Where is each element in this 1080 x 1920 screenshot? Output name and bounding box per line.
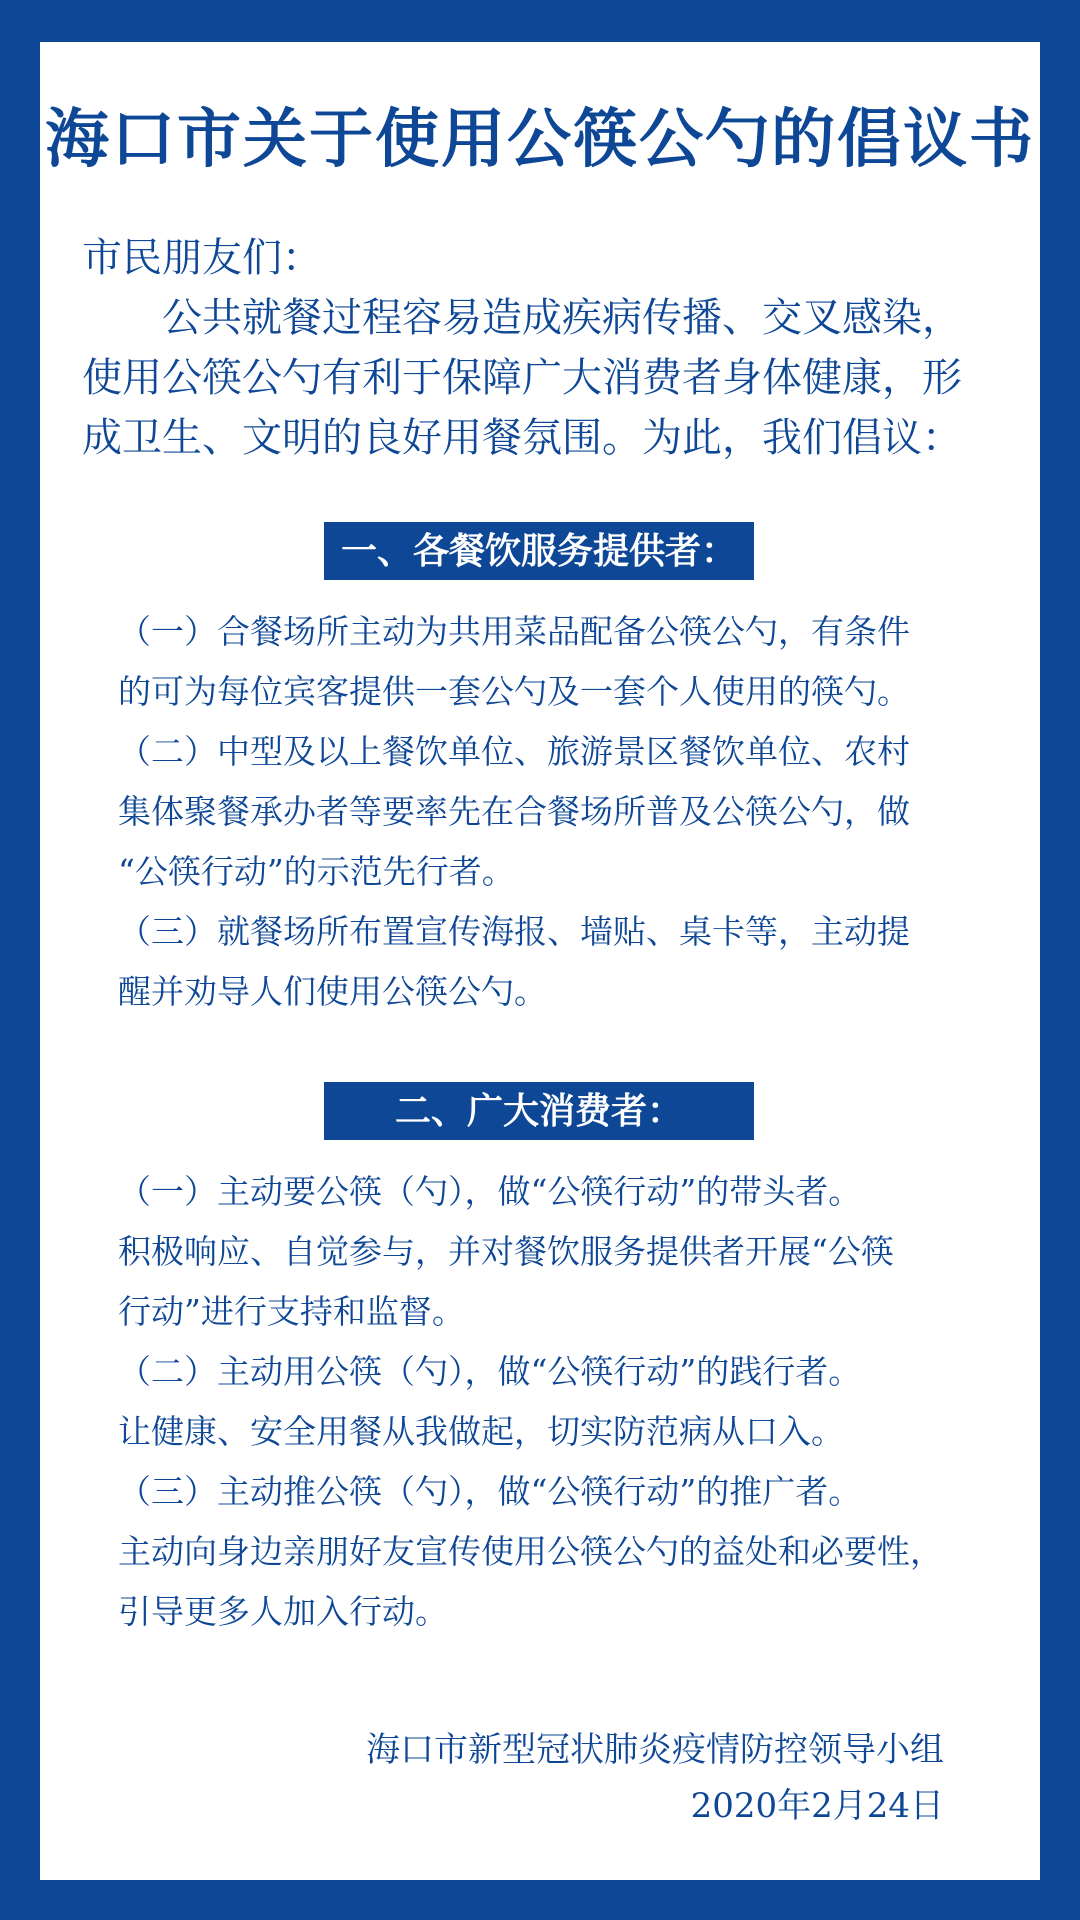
list-line: （二）中型及以上餐饮单位、旅游景区餐饮单位、农村 bbox=[118, 732, 910, 771]
section-heading-providers: 一、各餐饮服务提供者： bbox=[324, 522, 754, 580]
signature-block bbox=[366, 1722, 944, 1834]
intro-line: 成卫生、文明的良好用餐氛围。为此，我们倡议： bbox=[82, 415, 962, 461]
list-line: “公筷行动”的示范先行者。 bbox=[118, 852, 515, 891]
intro-paragraph bbox=[82, 288, 1002, 468]
list-line: 的可为每位宾客提供一套公勺及一套个人使用的筷勺。 bbox=[118, 672, 910, 711]
list-line: （三）就餐场所布置宣传海报、墙贴、桌卡等，主动提 bbox=[118, 912, 910, 951]
list-line: （三）主动推公筷（勺），做“公筷行动”的推广者。 bbox=[118, 1472, 862, 1511]
list-line: （二）主动用公筷（勺），做“公筷行动”的践行者。 bbox=[118, 1352, 862, 1391]
intro-line: 使用公筷公勺有利于保障广大消费者身体健康，形 bbox=[82, 355, 962, 401]
list-line: 主动向身边亲朋好友宣传使用公筷公勺的益处和必要性， bbox=[118, 1532, 943, 1571]
list-line: 集体聚餐承办者等要率先在合餐场所普及公筷公勺，做 bbox=[118, 792, 910, 831]
greeting: 市民朋友们： bbox=[82, 235, 322, 281]
list-line: 引导更多人加入行动。 bbox=[118, 1592, 448, 1631]
list-line: （一）合餐场所主动为共用菜品配备公筷公勺，有条件 bbox=[118, 612, 910, 651]
intro-line: 公共就餐过程容易造成疾病传播、交叉感染， bbox=[162, 295, 962, 341]
section-heading-consumers: 二、广大消费者： bbox=[324, 1082, 754, 1140]
list-line: 积极响应、自觉参与，并对餐饮服务提供者开展“公筷 bbox=[118, 1232, 894, 1271]
section-list-consumers bbox=[118, 1162, 958, 1642]
section-list-providers bbox=[118, 602, 958, 1022]
document-title: 海口市关于使用公筷公勺的倡议书 bbox=[45, 102, 1035, 177]
list-line: 让健康、安全用餐从我做起，切实防范病从口入。 bbox=[118, 1412, 844, 1451]
signature-org: 海口市新型冠状肺炎疫情防控领导小组 bbox=[366, 1730, 944, 1770]
signature-date: 2020年2月24日 bbox=[690, 1786, 944, 1826]
list-line: 醒并劝导人们使用公筷公勺。 bbox=[118, 972, 547, 1011]
list-line: 行动”进行支持和监督。 bbox=[118, 1292, 465, 1331]
list-line: （一）主动要公筷（勺），做“公筷行动”的带头者。 bbox=[118, 1172, 862, 1211]
